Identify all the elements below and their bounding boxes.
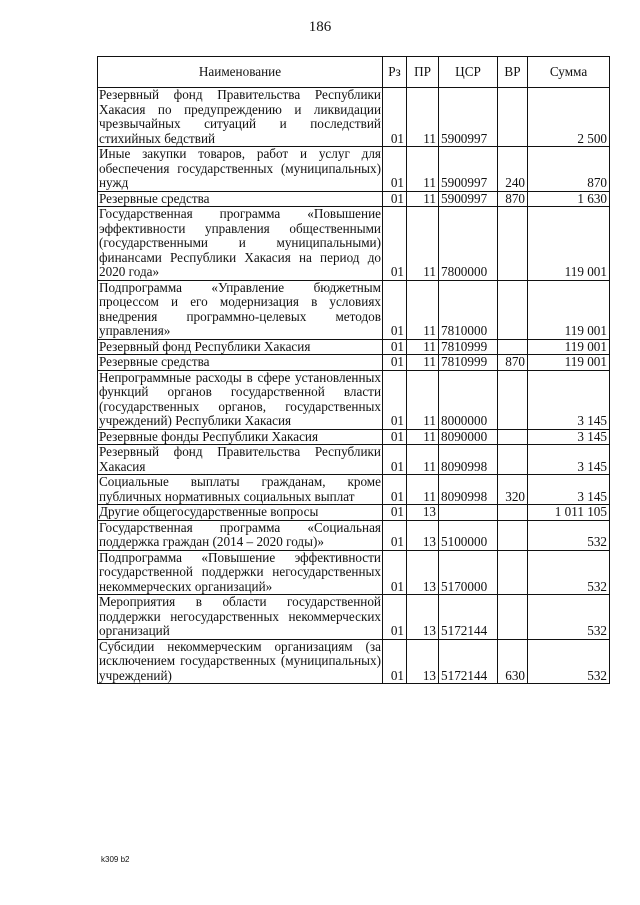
cell-vr: 870 — [498, 355, 528, 371]
cell-name: Резервный фонд Республики Хакасия — [98, 339, 383, 355]
cell-sum: 3 145 — [528, 475, 610, 505]
cell-pr: 11 — [407, 280, 439, 339]
table-row — [98, 147, 610, 192]
table-row — [98, 475, 610, 505]
cell-vr — [498, 550, 528, 595]
cell-name: Резервные средства — [98, 191, 383, 207]
cell-name: Иные закупки товаров, работ и услуг для обеспечения государственных (муниципальных) нужд — [99, 146, 381, 190]
cell-rz: 01 — [383, 445, 407, 475]
cell-rz: 01 — [383, 207, 407, 281]
cell-pr: 11 — [407, 147, 439, 192]
cell-name: Мероприятия в области государственной поддержки негосударственных некоммерческих организаций — [99, 594, 381, 638]
cell-sum: 119 001 — [528, 207, 610, 281]
cell-pr: 13 — [407, 520, 439, 550]
cell-csr: 7810999 — [439, 355, 498, 371]
cell-sum: 119 001 — [528, 339, 610, 355]
cell-rz: 01 — [383, 355, 407, 371]
cell-sum: 119 001 — [528, 280, 610, 339]
cell-name: Резервный фонд Правительства Республики Хакасия по предупреждению и ликвидации чрезвычайных ситуаций и последствий стихийных бедствий — [99, 87, 381, 146]
cell-vr — [498, 370, 528, 429]
cell-csr: 5172144 — [439, 639, 498, 684]
cell-csr: 8000000 — [439, 370, 498, 429]
footer-code: k309 b2 — [101, 855, 130, 864]
cell-vr: 240 — [498, 147, 528, 192]
cell-rz: 01 — [383, 191, 407, 207]
col-header-csr: ЦСР — [439, 57, 498, 88]
table-row — [98, 370, 610, 429]
cell-csr — [439, 505, 498, 521]
table-row — [98, 207, 610, 281]
cell-sum: 532 — [528, 520, 610, 550]
table-row — [98, 280, 610, 339]
cell-sum: 1 630 — [528, 191, 610, 207]
table-row — [98, 355, 610, 371]
cell-rz: 01 — [383, 370, 407, 429]
cell-csr: 8090000 — [439, 429, 498, 445]
cell-rz: 01 — [383, 280, 407, 339]
cell-vr — [498, 505, 528, 521]
cell-pr: 11 — [407, 475, 439, 505]
table-row — [98, 639, 610, 684]
table-header-row — [98, 57, 610, 88]
table-row — [98, 445, 610, 475]
cell-name: Государственная программа «Социальная поддержка граждан (2014 – 2020 годы)» — [99, 519, 381, 549]
cell-csr: 7810999 — [439, 339, 498, 355]
table-body — [98, 88, 610, 684]
cell-name: Социальные выплаты гражданам, кроме публичных нормативных социальных выплат — [99, 474, 381, 504]
cell-csr: 5900997 — [439, 191, 498, 207]
col-header-vr: ВР — [498, 57, 528, 88]
cell-pr: 11 — [407, 207, 439, 281]
cell-name: Другие общегосударственные вопросы — [98, 505, 383, 521]
col-header-name: Наименование — [98, 57, 383, 88]
cell-csr: 8090998 — [439, 445, 498, 475]
cell-pr: 13 — [407, 550, 439, 595]
cell-rz: 01 — [383, 429, 407, 445]
cell-name: Субсидии некоммерческим организациям (за исключением государственных (муниципальных) учреждений) — [99, 638, 381, 683]
table-row — [98, 339, 610, 355]
cell-vr: 870 — [498, 191, 528, 207]
cell-vr — [498, 595, 528, 640]
cell-rz: 01 — [383, 147, 407, 192]
cell-pr: 11 — [407, 339, 439, 355]
cell-name: Подпрограмма «Повышение эффективности государственной поддержки негосударственных некоммерческих организаций» — [99, 549, 381, 594]
cell-sum: 119 001 — [528, 355, 610, 371]
cell-rz: 01 — [383, 505, 407, 521]
cell-vr — [498, 445, 528, 475]
table-row — [98, 520, 610, 550]
cell-name: Государственная программа «Повышение эффективности управления общественными (государственными и муниципальными) финансами Республики Хакасия на период до 2020 года» — [99, 206, 381, 279]
table-row — [98, 429, 610, 445]
cell-rz: 01 — [383, 550, 407, 595]
cell-csr: 5170000 — [439, 550, 498, 595]
table-row — [98, 550, 610, 595]
cell-sum: 870 — [528, 147, 610, 192]
cell-name: Резервные средства — [98, 355, 383, 371]
cell-name: Подпрограмма «Управление бюджетным процессом и его модернизация в условиях внедрения программно-целевых методов управления» — [99, 279, 381, 338]
cell-name: Резервные фонды Республики Хакасия — [98, 429, 383, 445]
cell-rz: 01 — [383, 339, 407, 355]
cell-name: Непрограммные расходы в сфере установленных функций органов государственной власти (государственных органов, государственных учреждений) Республики Хакасия — [99, 369, 381, 428]
table-row — [98, 88, 610, 147]
cell-vr — [498, 207, 528, 281]
col-header-sum: Сумма — [528, 57, 610, 88]
cell-sum: 1 011 105 — [528, 505, 610, 521]
cell-vr — [498, 520, 528, 550]
cell-sum: 2 500 — [528, 88, 610, 147]
cell-vr: 320 — [498, 475, 528, 505]
cell-vr: 630 — [498, 639, 528, 684]
cell-csr: 5172144 — [439, 595, 498, 640]
cell-pr: 13 — [407, 595, 439, 640]
cell-sum: 532 — [528, 595, 610, 640]
cell-sum: 532 — [528, 550, 610, 595]
col-header-pr: ПР — [407, 57, 439, 88]
cell-vr — [498, 88, 528, 147]
cell-sum: 3 145 — [528, 370, 610, 429]
page-number: 186 — [308, 19, 332, 35]
cell-csr: 5900997 — [439, 147, 498, 192]
cell-pr: 11 — [407, 445, 439, 475]
table-row — [98, 191, 610, 207]
table-row — [98, 595, 610, 640]
cell-csr: 5100000 — [439, 520, 498, 550]
cell-vr — [498, 280, 528, 339]
cell-csr: 5900997 — [439, 88, 498, 147]
cell-pr: 11 — [407, 429, 439, 445]
cell-vr — [498, 339, 528, 355]
cell-vr — [498, 429, 528, 445]
cell-rz: 01 — [383, 520, 407, 550]
cell-sum: 532 — [528, 639, 610, 684]
col-header-rz: Рз — [383, 57, 407, 88]
cell-pr: 11 — [407, 191, 439, 207]
budget-table — [97, 56, 610, 684]
cell-rz: 01 — [383, 639, 407, 684]
cell-rz: 01 — [383, 88, 407, 147]
cell-sum: 3 145 — [528, 445, 610, 475]
cell-pr: 11 — [407, 370, 439, 429]
cell-name: Резервный фонд Правительства Республики Хакасия — [99, 444, 381, 474]
cell-csr: 7810000 — [439, 280, 498, 339]
cell-csr: 7800000 — [439, 207, 498, 281]
cell-csr: 8090998 — [439, 475, 498, 505]
cell-pr: 11 — [407, 88, 439, 147]
cell-pr: 13 — [407, 639, 439, 684]
cell-sum: 3 145 — [528, 429, 610, 445]
cell-pr: 11 — [407, 355, 439, 371]
cell-rz: 01 — [383, 595, 407, 640]
cell-rz: 01 — [383, 475, 407, 505]
cell-pr: 13 — [407, 505, 439, 521]
table-row — [98, 505, 610, 521]
